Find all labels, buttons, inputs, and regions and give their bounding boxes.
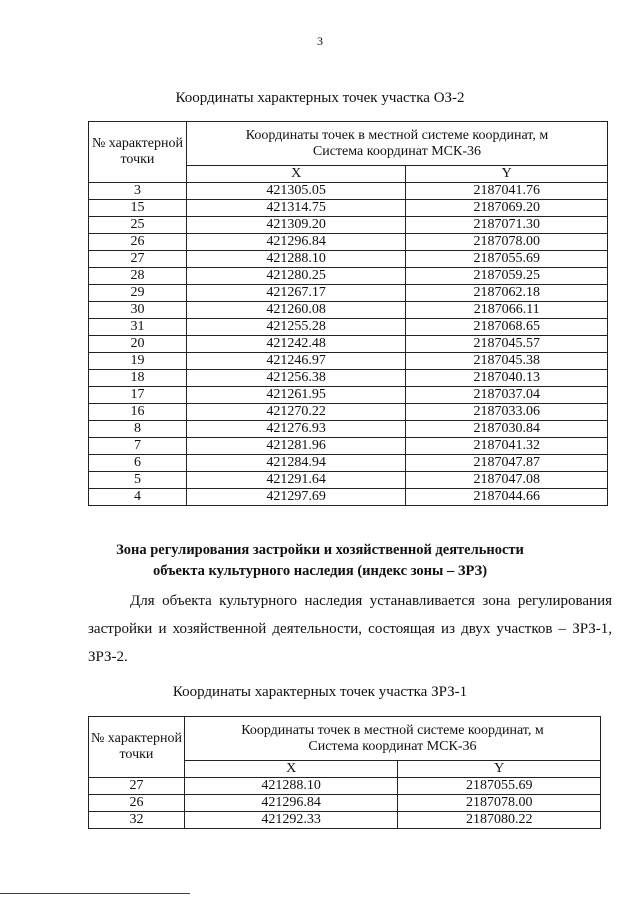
y-coordinate-cell: 2187033.06: [406, 404, 608, 421]
table2-caption: Координаты характерных точек участка ЗРЗ-1: [172, 684, 468, 700]
table-row: [89, 183, 608, 200]
table-row: [89, 455, 608, 472]
header-coords-title-text: Координаты точек в местной системе координат, м: [241, 722, 544, 738]
point-number-cell: 7: [89, 438, 187, 455]
y-coordinate-cell: 2187066.11: [406, 302, 608, 319]
point-number-cell: 16: [89, 404, 187, 421]
coordinates-table-oz2: [88, 121, 608, 506]
header-point-number: № характерной точки: [89, 717, 185, 778]
x-coordinate-cell: 421305.05: [186, 183, 405, 200]
y-coordinate-cell: 2187080.22: [398, 812, 601, 829]
table-row: [89, 812, 601, 829]
x-coordinate-cell: 421288.10: [184, 778, 398, 795]
bottom-rule: [0, 893, 190, 894]
point-number-cell: 27: [89, 251, 187, 268]
x-coordinate-cell: 421256.38: [186, 370, 405, 387]
point-number-cell: 26: [89, 795, 185, 812]
x-coordinate-cell: 421309.20: [186, 217, 405, 234]
y-coordinate-cell: 2187062.18: [406, 285, 608, 302]
header-coords-title: [186, 122, 607, 166]
header-coords-title: [184, 717, 600, 761]
page-number: 3: [317, 34, 323, 48]
x-coordinate-cell: 421314.75: [186, 200, 405, 217]
point-number-cell: 5: [89, 472, 187, 489]
x-coordinate-cell: 421261.95: [186, 387, 405, 404]
table-row: [89, 438, 608, 455]
table-row: [89, 302, 608, 319]
point-number-cell: 29: [89, 285, 187, 302]
table-row: [89, 472, 608, 489]
x-coordinate-cell: 421296.84: [186, 234, 405, 251]
x-coordinate-cell: 421276.93: [186, 421, 405, 438]
x-coordinate-cell: 421296.84: [184, 795, 398, 812]
point-number-cell: 3: [89, 183, 187, 200]
y-coordinate-cell: 2187055.69: [398, 778, 601, 795]
x-coordinate-cell: 421242.48: [186, 336, 405, 353]
y-coordinate-cell: 2187044.66: [406, 489, 608, 506]
point-number-cell: 15: [89, 200, 187, 217]
point-number-cell: 31: [89, 319, 187, 336]
point-number-cell: 8: [89, 421, 187, 438]
table-row: [89, 404, 608, 421]
table-row: [89, 778, 601, 795]
header-coord-system: Система координат МСК-36: [312, 143, 482, 159]
section-heading-line1: Зона регулирования застройки и хозяйственной деятельности: [116, 542, 524, 558]
point-number-cell: 25: [89, 217, 187, 234]
y-coordinate-cell: 2187037.04: [406, 387, 608, 404]
x-coordinate-cell: 421297.69: [186, 489, 405, 506]
y-coordinate-cell: 2187068.65: [406, 319, 608, 336]
section-heading-line2: объекта культурного наследия (индекс зоны – ЗРЗ): [152, 563, 488, 579]
table-row: [89, 489, 608, 506]
y-coordinate-cell: 2187055.69: [406, 251, 608, 268]
x-coordinate-cell: 421280.25: [186, 268, 405, 285]
header-y: Y: [406, 166, 608, 183]
table-row: [89, 319, 608, 336]
header-x: X: [186, 166, 405, 183]
header-coords-title-text: Координаты точек в местной системе координат, м: [245, 127, 549, 143]
table-row: [89, 353, 608, 370]
point-number-cell: 19: [89, 353, 187, 370]
x-coordinate-cell: 421281.96: [186, 438, 405, 455]
table-row: [89, 268, 608, 285]
y-coordinate-cell: 2187078.00: [406, 234, 608, 251]
table-row: [89, 285, 608, 302]
y-coordinate-cell: 2187047.08: [406, 472, 608, 489]
y-coordinate-cell: 2187041.32: [406, 438, 608, 455]
point-number-cell: 26: [89, 234, 187, 251]
x-coordinate-cell: 421267.17: [186, 285, 405, 302]
y-coordinate-cell: 2187041.76: [406, 183, 608, 200]
coordinates-table-zrz1: [88, 716, 601, 829]
table-row: [89, 387, 608, 404]
section-heading: [0, 540, 640, 582]
point-number-cell: 27: [89, 778, 185, 795]
table-row: [89, 234, 608, 251]
header-x: X: [184, 761, 398, 778]
x-coordinate-cell: 421260.08: [186, 302, 405, 319]
y-coordinate-cell: 2187069.20: [406, 200, 608, 217]
y-coordinate-cell: 2187078.00: [398, 795, 601, 812]
point-number-cell: 6: [89, 455, 187, 472]
table-row: [89, 251, 608, 268]
x-coordinate-cell: 421246.97: [186, 353, 405, 370]
y-coordinate-cell: 2187045.38: [406, 353, 608, 370]
table-row: [89, 795, 601, 812]
y-coordinate-cell: 2187059.25: [406, 268, 608, 285]
point-number-cell: 30: [89, 302, 187, 319]
table-row: [89, 421, 608, 438]
point-number-cell: 32: [89, 812, 185, 829]
y-coordinate-cell: 2187045.57: [406, 336, 608, 353]
x-coordinate-cell: 421292.33: [184, 812, 398, 829]
x-coordinate-cell: 421288.10: [186, 251, 405, 268]
point-number-cell: 18: [89, 370, 187, 387]
y-coordinate-cell: 2187040.13: [406, 370, 608, 387]
table-row: [89, 217, 608, 234]
table-row: [89, 200, 608, 217]
x-coordinate-cell: 421270.22: [186, 404, 405, 421]
header-coord-system: Система координат МСК-36: [308, 738, 477, 754]
y-coordinate-cell: 2187030.84: [406, 421, 608, 438]
point-number-cell: 28: [89, 268, 187, 285]
table1-caption: Координаты характерных точек участка ОЗ-2: [175, 90, 465, 106]
x-coordinate-cell: 421284.94: [186, 455, 405, 472]
header-y: Y: [398, 761, 601, 778]
point-number-cell: 17: [89, 387, 187, 404]
y-coordinate-cell: 2187071.30: [406, 217, 608, 234]
x-coordinate-cell: 421291.64: [186, 472, 405, 489]
section-paragraph: Для объекта культурного наследия устанавливается зона регулирования застройки и хозяйственной деятельности, состоящая из двух участков – ЗРЗ-1, ЗРЗ-2.: [88, 593, 612, 665]
y-coordinate-cell: 2187047.87: [406, 455, 608, 472]
point-number-cell: 4: [89, 489, 187, 506]
x-coordinate-cell: 421255.28: [186, 319, 405, 336]
point-number-cell: 20: [89, 336, 187, 353]
table-row: [89, 370, 608, 387]
table-row: [89, 336, 608, 353]
header-point-number: № характерной точки: [89, 122, 187, 183]
